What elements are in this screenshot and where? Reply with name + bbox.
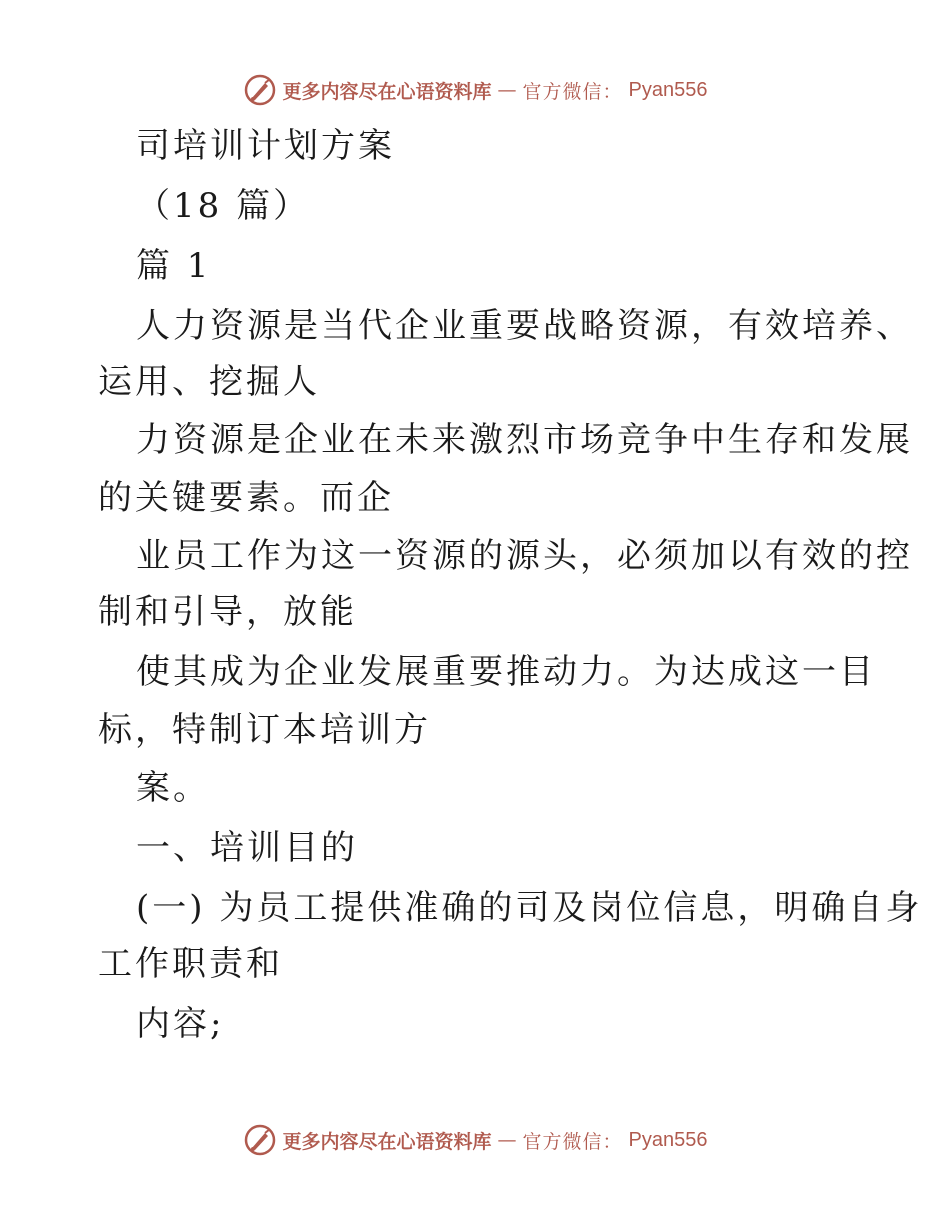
header-watermark	[0, 70, 950, 110]
paragraph-line: 制和引导，放能	[98, 592, 357, 632]
quill-pen-logo-icon	[243, 73, 277, 107]
paragraph-line: 业员工作为这一资源的源头，必须加以有效的控	[136, 536, 913, 576]
watermark-dash: —	[497, 79, 517, 101]
paragraph-line: 力资源是企业在未来激烈市场竞争中生存和发展	[136, 420, 913, 460]
paragraph-line: 使其成为企业发展重要推动力。为达成这一目	[136, 652, 876, 692]
quill-pen-logo-icon	[243, 1123, 277, 1157]
section-heading: 篇 1	[136, 246, 212, 286]
paragraph-line: 的关键要素。而企	[98, 478, 394, 518]
document-subtitle: （18 篇）	[136, 186, 311, 226]
watermark-brand: 更多内容尽在心语资料库	[282, 1130, 492, 1153]
paragraph-line: 内容;	[136, 1004, 225, 1044]
section-heading: 一、培训目的	[136, 828, 358, 868]
paragraph-line: 标，特制订本培训方	[98, 710, 431, 750]
watermark-dash: —	[497, 1129, 517, 1151]
paragraph-line: 案。	[136, 768, 210, 808]
paragraph-line: 人力资源是当代企业重要战略资源，有效培养、	[136, 306, 913, 346]
watermark-wechat-id: Pyan556	[628, 78, 708, 101]
paragraph-line: (一) 为员工提供准确的司及岗位信息，明确自身	[136, 888, 923, 928]
document-title: 司培训计划方案	[136, 126, 395, 166]
watermark-official-label: 官方微信：	[522, 80, 623, 103]
paragraph-line: 工作职责和	[98, 944, 283, 984]
watermark-brand: 更多内容尽在心语资料库	[282, 80, 492, 103]
paragraph-line: 运用、挖掘人	[98, 362, 320, 402]
watermark-wechat-id: Pyan556	[628, 1128, 708, 1151]
watermark-official-label: 官方微信：	[522, 1130, 623, 1153]
footer-watermark	[0, 1120, 950, 1160]
